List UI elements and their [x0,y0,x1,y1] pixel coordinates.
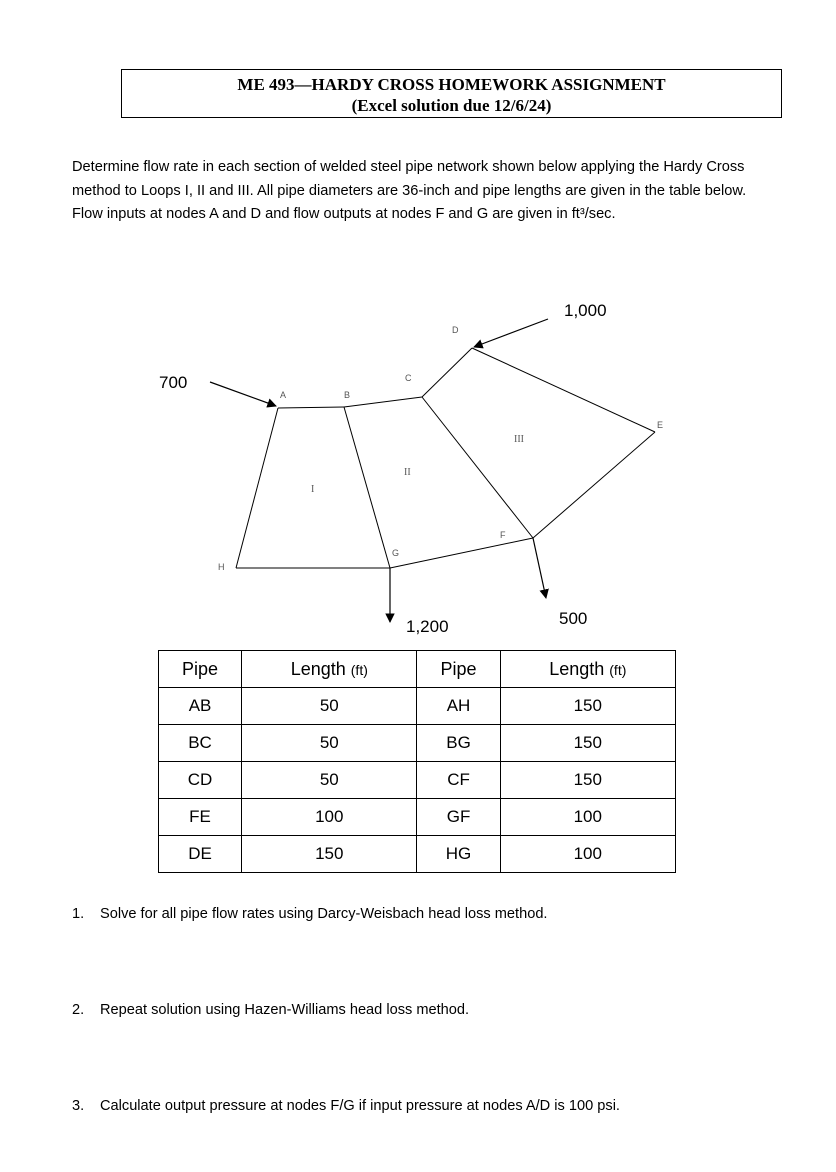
node-label-e: E [657,420,664,430]
pipe-length-table [158,650,676,873]
pipe-ah [236,408,278,568]
loop-label-ii: II [404,467,411,478]
pipe-ab [278,407,344,408]
length-cell: 150 [500,762,675,799]
node-label-g: G [392,548,400,558]
inflow-arrow-d [474,319,548,347]
pipe-cell: CF [417,762,500,799]
node-label-d: D [452,325,459,335]
pipe-gf [390,538,533,568]
node-label-b: B [344,390,351,400]
outflow-arrow-f [533,538,546,598]
question-3: 3. Calculate output pressure at nodes F/G if input pressure at nodes A/D is 100 psi. [72,1098,620,1114]
pipe-cell: DE [159,836,242,873]
title-box [121,69,782,118]
table-row [159,688,676,725]
node-label-c: C [405,373,412,383]
pipe-network-diagram [0,280,836,645]
pipe-cd [422,348,472,397]
pipe-cell: FE [159,799,242,836]
length-cell: 150 [500,688,675,725]
length-cell: 100 [242,799,417,836]
table-row [159,799,676,836]
pipe-cell: CD [159,762,242,799]
flow-value-g: 1,200 [406,617,449,636]
length-cell: 50 [242,725,417,762]
length-cell: 150 [242,836,417,873]
question-2: 2. Repeat solution using Hazen-Williams head loss method. [72,1002,470,1018]
table-header-row [159,651,676,688]
pipe-cell: GF [417,799,500,836]
problem-statement: Determine flow rate in each section of welded steel pipe network shown below applying the Hardy Cross method to Loops I, II and III. All pipe diameters are 36-inch and pipe lengths are given in the table below. Flow inputs at nodes A and D and flow outputs at nodes F and G are given in ft³/sec. [72,159,747,222]
loop-label-i: I [311,484,315,495]
pipe-cell: AH [417,688,500,725]
pipe-cell: BC [159,725,242,762]
length-cell: 50 [242,762,417,799]
flow-value-a: 700 [159,373,188,392]
header-pipe-1: Pipe [159,651,242,688]
pipe-fe [533,432,655,538]
inflow-arrow-a [210,382,276,406]
header-length-1: Length (ft) [242,651,417,688]
flow-value-f: 500 [559,609,588,628]
pipe-bc [344,397,422,407]
table-row [159,725,676,762]
length-cell: 100 [500,836,675,873]
pipe-bg [344,407,390,568]
pipe-cell: AB [159,688,242,725]
node-label-h: H [218,562,225,572]
length-cell: 150 [500,725,675,762]
header-length-2: Length (ft) [500,651,675,688]
assignment-title: ME 493—HARDY CROSS HOMEWORK ASSIGNMENT [237,75,666,94]
node-label-f: F [500,530,506,540]
flow-value-d: 1,000 [564,301,607,320]
pipe-cf [422,397,533,538]
table-row [159,762,676,799]
pipe-cell: BG [417,725,500,762]
length-cell: 100 [500,799,675,836]
header-pipe-2: Pipe [417,651,500,688]
length-cell: 50 [242,688,417,725]
pipes [236,348,655,568]
question-1: 1. Solve for all pipe flow rates using Darcy-Weisbach head loss method. [72,906,548,922]
assignment-subtitle: (Excel solution due 12/6/24) [351,96,552,115]
loop-label-iii: III [514,434,524,445]
node-label-a: A [280,390,287,400]
table-row [159,836,676,873]
pipe-cell: HG [417,836,500,873]
pipe-de [472,348,655,432]
